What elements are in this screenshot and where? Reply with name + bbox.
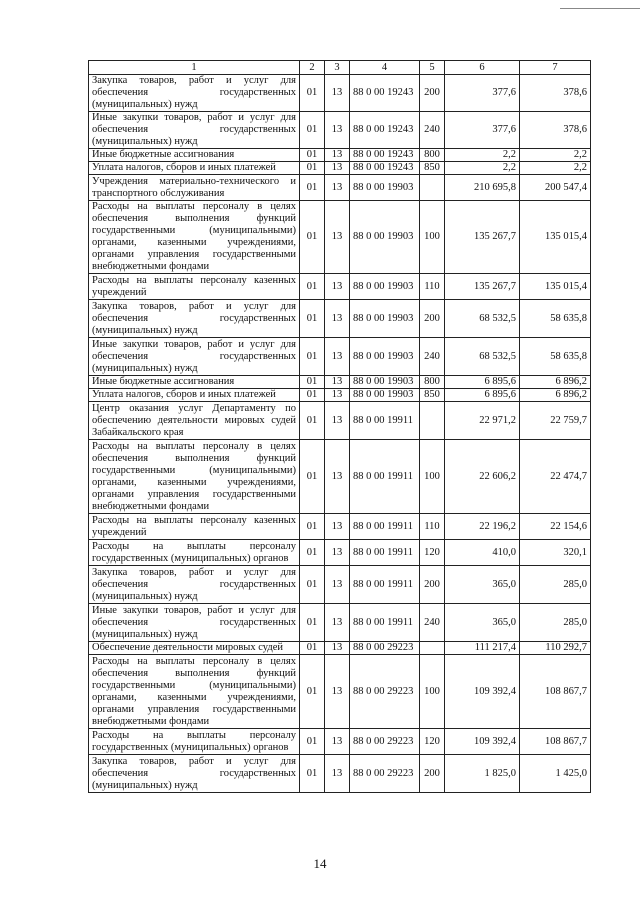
amount-col7: 58 635,8 xyxy=(520,300,591,338)
amount-col7: 378,6 xyxy=(520,112,591,149)
subsection-code: 13 xyxy=(325,655,350,729)
amount-col6: 22 606,2 xyxy=(445,440,520,514)
budget-table xyxy=(88,60,591,793)
row-description: Закупка товаров, работ и услуг для обеспечения государственных (муниципальных) нужд xyxy=(89,75,300,112)
amount-col7: 200 547,4 xyxy=(520,175,591,201)
section-code: 01 xyxy=(300,112,325,149)
amount-col6: 6 895,6 xyxy=(445,376,520,389)
expense-type-code: 100 xyxy=(420,201,445,274)
column-header: 6 xyxy=(445,61,520,75)
expense-type-code: 850 xyxy=(420,389,445,402)
amount-col7: 108 867,7 xyxy=(520,655,591,729)
amount-col7: 22 154,6 xyxy=(520,514,591,540)
amount-col6: 22 971,2 xyxy=(445,402,520,440)
table-row xyxy=(89,300,591,338)
subsection-code: 13 xyxy=(325,566,350,604)
subsection-code: 13 xyxy=(325,300,350,338)
table-row xyxy=(89,604,591,642)
column-header: 1 xyxy=(89,61,300,75)
table-header-row xyxy=(89,61,591,75)
section-code: 01 xyxy=(300,300,325,338)
target-article-code: 88 0 00 19903 xyxy=(350,376,420,389)
expense-type-code: 200 xyxy=(420,300,445,338)
table-row xyxy=(89,440,591,514)
amount-col6: 68 532,5 xyxy=(445,300,520,338)
table-row xyxy=(89,566,591,604)
amount-col6: 365,0 xyxy=(445,566,520,604)
target-article-code: 88 0 00 19903 xyxy=(350,338,420,376)
expense-type-code: 120 xyxy=(420,540,445,566)
column-header: 2 xyxy=(300,61,325,75)
table-row xyxy=(89,642,591,655)
section-code: 01 xyxy=(300,604,325,642)
amount-col6: 377,6 xyxy=(445,112,520,149)
expense-type-code xyxy=(420,642,445,655)
amount-col6: 377,6 xyxy=(445,75,520,112)
section-code: 01 xyxy=(300,162,325,175)
subsection-code: 13 xyxy=(325,149,350,162)
target-article-code: 88 0 00 29223 xyxy=(350,755,420,793)
amount-col6: 410,0 xyxy=(445,540,520,566)
amount-col7: 108 867,7 xyxy=(520,729,591,755)
amount-col7: 135 015,4 xyxy=(520,201,591,274)
expense-type-code: 100 xyxy=(420,655,445,729)
amount-col7: 285,0 xyxy=(520,604,591,642)
row-description: Центр оказания услуг Департаменту по обеспечению деятельности мировых судей Забайкальского края xyxy=(89,402,300,440)
row-description: Расходы на выплаты персоналу казенных учреждений xyxy=(89,274,300,300)
section-code: 01 xyxy=(300,440,325,514)
subsection-code: 13 xyxy=(325,75,350,112)
expense-type-code: 800 xyxy=(420,149,445,162)
table-row xyxy=(89,729,591,755)
amount-col6: 210 695,8 xyxy=(445,175,520,201)
target-article-code: 88 0 00 29223 xyxy=(350,729,420,755)
section-code: 01 xyxy=(300,201,325,274)
subsection-code: 13 xyxy=(325,729,350,755)
expense-type-code: 200 xyxy=(420,75,445,112)
subsection-code: 13 xyxy=(325,440,350,514)
row-description: Закупка товаров, работ и услуг для обеспечения государственных (муниципальных) нужд xyxy=(89,755,300,793)
row-description: Расходы на выплаты персоналу государственных (муниципальных) органов xyxy=(89,540,300,566)
expense-type-code: 120 xyxy=(420,729,445,755)
subsection-code: 13 xyxy=(325,274,350,300)
amount-col7: 285,0 xyxy=(520,566,591,604)
expense-type-code: 110 xyxy=(420,274,445,300)
expense-type-code xyxy=(420,175,445,201)
target-article-code: 88 0 00 29223 xyxy=(350,642,420,655)
expense-type-code: 850 xyxy=(420,162,445,175)
row-description: Закупка товаров, работ и услуг для обеспечения государственных (муниципальных) нужд xyxy=(89,300,300,338)
subsection-code: 13 xyxy=(325,162,350,175)
section-code: 01 xyxy=(300,75,325,112)
amount-col6: 111 217,4 xyxy=(445,642,520,655)
amount-col7: 22 759,7 xyxy=(520,402,591,440)
table-row xyxy=(89,149,591,162)
table-row xyxy=(89,376,591,389)
amount-col6: 135 267,7 xyxy=(445,201,520,274)
section-code: 01 xyxy=(300,540,325,566)
amount-col7: 2,2 xyxy=(520,149,591,162)
target-article-code: 88 0 00 19903 xyxy=(350,175,420,201)
amount-col7: 22 474,7 xyxy=(520,440,591,514)
section-code: 01 xyxy=(300,514,325,540)
amount-col7: 6 896,2 xyxy=(520,389,591,402)
target-article-code: 88 0 00 19903 xyxy=(350,274,420,300)
subsection-code: 13 xyxy=(325,201,350,274)
section-code: 01 xyxy=(300,149,325,162)
row-description: Иные закупки товаров, работ и услуг для обеспечения государственных (муниципальных) нужд xyxy=(89,112,300,149)
table-row xyxy=(89,201,591,274)
subsection-code: 13 xyxy=(325,402,350,440)
amount-col7: 378,6 xyxy=(520,75,591,112)
subsection-code: 13 xyxy=(325,755,350,793)
header-rule xyxy=(560,8,640,9)
table-row xyxy=(89,112,591,149)
expense-type-code: 200 xyxy=(420,566,445,604)
target-article-code: 88 0 00 19243 xyxy=(350,112,420,149)
row-description: Уплата налогов, сборов и иных платежей xyxy=(89,162,300,175)
expense-type-code: 100 xyxy=(420,440,445,514)
amount-col7: 135 015,4 xyxy=(520,274,591,300)
subsection-code: 13 xyxy=(325,604,350,642)
section-code: 01 xyxy=(300,389,325,402)
column-header: 4 xyxy=(350,61,420,75)
row-description: Уплата налогов, сборов и иных платежей xyxy=(89,389,300,402)
amount-col7: 320,1 xyxy=(520,540,591,566)
row-description: Обеспечение деятельности мировых судей xyxy=(89,642,300,655)
expense-type-code: 200 xyxy=(420,755,445,793)
amount-col7: 1 425,0 xyxy=(520,755,591,793)
expense-type-code: 240 xyxy=(420,338,445,376)
table-row xyxy=(89,755,591,793)
table-row xyxy=(89,175,591,201)
table-row xyxy=(89,655,591,729)
target-article-code: 88 0 00 19903 xyxy=(350,389,420,402)
target-article-code: 88 0 00 19911 xyxy=(350,440,420,514)
subsection-code: 13 xyxy=(325,642,350,655)
target-article-code: 88 0 00 19911 xyxy=(350,566,420,604)
section-code: 01 xyxy=(300,655,325,729)
amount-col6: 135 267,7 xyxy=(445,274,520,300)
amount-col6: 109 392,4 xyxy=(445,655,520,729)
amount-col6: 365,0 xyxy=(445,604,520,642)
amount-col6: 2,2 xyxy=(445,162,520,175)
amount-col7: 110 292,7 xyxy=(520,642,591,655)
column-header: 5 xyxy=(420,61,445,75)
row-description: Закупка товаров, работ и услуг для обеспечения государственных (муниципальных) нужд xyxy=(89,566,300,604)
subsection-code: 13 xyxy=(325,389,350,402)
amount-col7: 58 635,8 xyxy=(520,338,591,376)
subsection-code: 13 xyxy=(325,112,350,149)
section-code: 01 xyxy=(300,274,325,300)
amount-col7: 6 896,2 xyxy=(520,376,591,389)
table-row xyxy=(89,389,591,402)
target-article-code: 88 0 00 19243 xyxy=(350,162,420,175)
target-article-code: 88 0 00 19911 xyxy=(350,604,420,642)
subsection-code: 13 xyxy=(325,540,350,566)
amount-col6: 6 895,6 xyxy=(445,389,520,402)
row-description: Иные закупки товаров, работ и услуг для обеспечения государственных (муниципальных) нужд xyxy=(89,338,300,376)
column-header: 3 xyxy=(325,61,350,75)
expense-type-code: 240 xyxy=(420,112,445,149)
section-code: 01 xyxy=(300,755,325,793)
row-description: Иные закупки товаров, работ и услуг для обеспечения государственных (муниципальных) нужд xyxy=(89,604,300,642)
row-description: Учреждения материально-технического и транспортного обслуживания xyxy=(89,175,300,201)
table-row xyxy=(89,274,591,300)
section-code: 01 xyxy=(300,729,325,755)
table-row xyxy=(89,402,591,440)
table-row xyxy=(89,514,591,540)
row-description: Расходы на выплаты персоналу казенных учреждений xyxy=(89,514,300,540)
amount-col6: 22 196,2 xyxy=(445,514,520,540)
table-row xyxy=(89,338,591,376)
subsection-code: 13 xyxy=(325,175,350,201)
table-row xyxy=(89,540,591,566)
amount-col6: 2,2 xyxy=(445,149,520,162)
row-description: Расходы на выплаты персоналу в целях обеспечения выполнения функций государственными (муниципальными) органами, казенными учреждениями, органами управления государственными внебюджетными фондами xyxy=(89,655,300,729)
page-number: 14 xyxy=(313,856,327,871)
expense-type-code: 240 xyxy=(420,604,445,642)
section-code: 01 xyxy=(300,338,325,376)
amount-col6: 68 532,5 xyxy=(445,338,520,376)
expense-type-code xyxy=(420,402,445,440)
expense-type-code: 110 xyxy=(420,514,445,540)
row-description: Расходы на выплаты персоналу в целях обеспечения выполнения функций государственными (муниципальными) органами, казенными учреждениями, органами управления государственными внебюджетными фондами xyxy=(89,440,300,514)
column-header: 7 xyxy=(520,61,591,75)
section-code: 01 xyxy=(300,566,325,604)
amount-col6: 1 825,0 xyxy=(445,755,520,793)
section-code: 01 xyxy=(300,376,325,389)
target-article-code: 88 0 00 19911 xyxy=(350,402,420,440)
target-article-code: 88 0 00 19243 xyxy=(350,149,420,162)
row-description: Иные бюджетные ассигнования xyxy=(89,376,300,389)
row-description: Расходы на выплаты персоналу в целях обеспечения выполнения функций государственными (муниципальными) органами, казенными учреждениями, органами управления государственными внебюджетными фондами xyxy=(89,201,300,274)
amount-col7: 2,2 xyxy=(520,162,591,175)
subsection-code: 13 xyxy=(325,376,350,389)
target-article-code: 88 0 00 19903 xyxy=(350,201,420,274)
expense-type-code: 800 xyxy=(420,376,445,389)
row-description: Иные бюджетные ассигнования xyxy=(89,149,300,162)
table-row xyxy=(89,162,591,175)
target-article-code: 88 0 00 19243 xyxy=(350,75,420,112)
section-code: 01 xyxy=(300,402,325,440)
section-code: 01 xyxy=(300,175,325,201)
target-article-code: 88 0 00 19903 xyxy=(350,300,420,338)
amount-col6: 109 392,4 xyxy=(445,729,520,755)
section-code: 01 xyxy=(300,642,325,655)
subsection-code: 13 xyxy=(325,338,350,376)
target-article-code: 88 0 00 29223 xyxy=(350,655,420,729)
target-article-code: 88 0 00 19911 xyxy=(350,514,420,540)
target-article-code: 88 0 00 19911 xyxy=(350,540,420,566)
table-row xyxy=(89,75,591,112)
row-description: Расходы на выплаты персоналу государственных (муниципальных) органов xyxy=(89,729,300,755)
subsection-code: 13 xyxy=(325,514,350,540)
